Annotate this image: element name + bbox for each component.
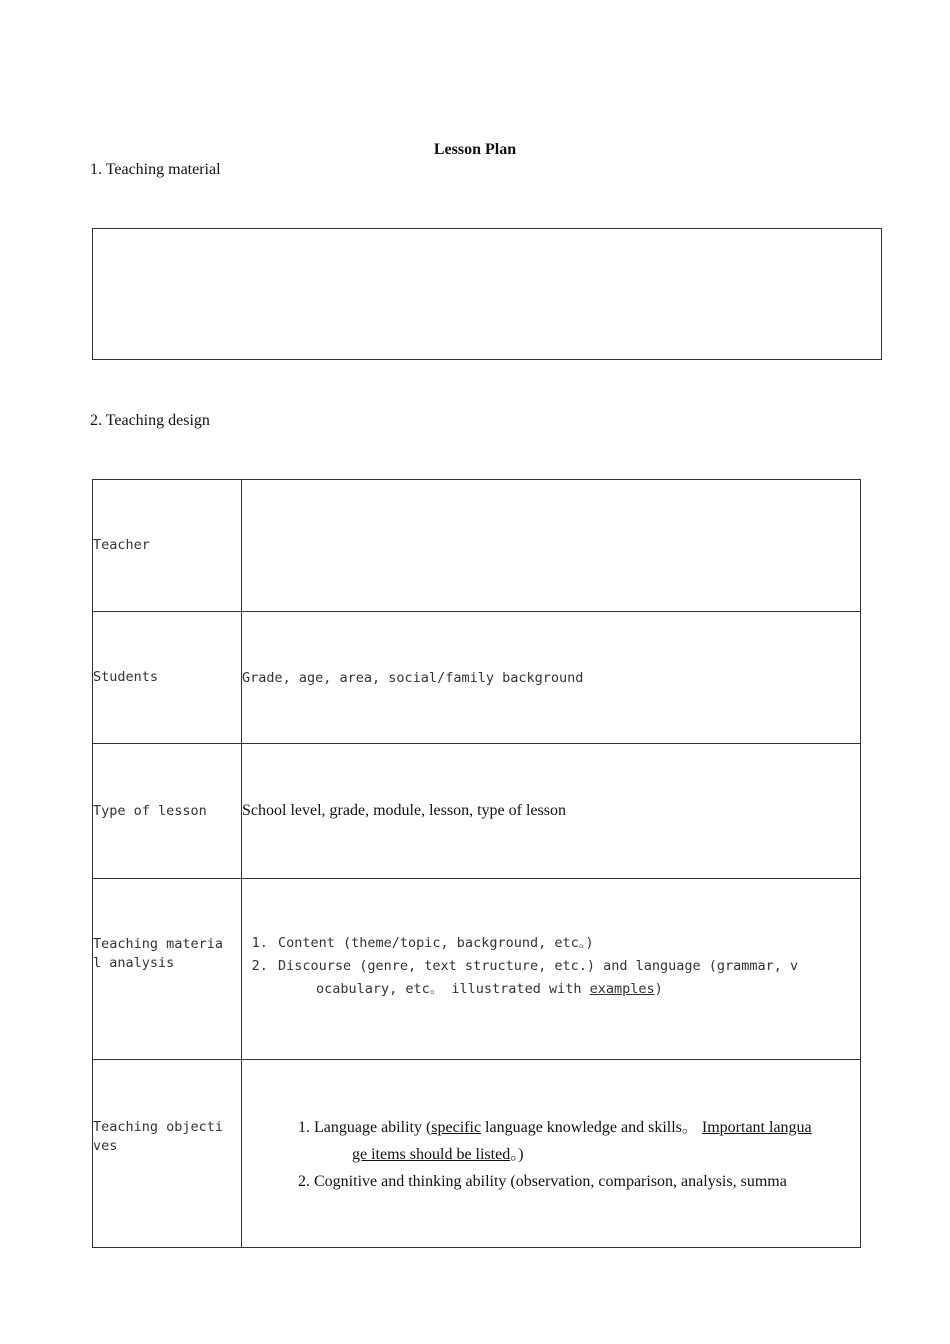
list-item-text: ocabulary, etc。 illustrated with (316, 981, 590, 997)
page-title: Lesson Plan (433, 141, 517, 158)
label-line: ves (93, 1138, 118, 1154)
analysis-list (242, 932, 860, 1001)
table-row (93, 744, 861, 879)
label-line: l analysis (93, 955, 175, 971)
list-item-continuation (278, 978, 663, 1001)
list-item-continuation (314, 1141, 524, 1168)
row-label-type-of-lesson: Type of lesson (93, 744, 242, 879)
row-label-teaching-material-analysis (93, 879, 242, 1060)
table-row (93, 879, 861, 1060)
teaching-material-box[interactable] (92, 228, 882, 360)
students-cell[interactable]: Grade, age, area, social/family background (242, 612, 861, 744)
objectives-list (242, 1114, 860, 1195)
teaching-material-analysis-cell[interactable] (242, 879, 861, 1060)
important-items-underlined: ge items should be listed (352, 1146, 511, 1163)
table-row (93, 612, 861, 744)
list-item (314, 1168, 860, 1195)
row-label-teacher: Teacher (93, 480, 242, 612)
label-line: Teaching materia (93, 936, 224, 952)
list-item-text: 。) (510, 1146, 524, 1163)
examples-link[interactable]: examples (589, 981, 655, 997)
list-item (276, 932, 860, 955)
list-item (276, 955, 860, 1001)
row-label-students: Students (93, 612, 242, 744)
list-item-text: Content (theme/topic, background, etc。) (278, 935, 594, 951)
table-row (93, 1060, 861, 1248)
teaching-objectives-cell[interactable] (242, 1060, 861, 1248)
section-heading-teaching-design: 2. Teaching design (90, 412, 210, 429)
type-of-lesson-cell[interactable]: School level, grade, module, lesson, type of lesson (242, 744, 861, 879)
important-items-underlined: Important langua (701, 1119, 812, 1136)
list-item-text: ) (654, 981, 663, 997)
row-label-teaching-objectives (93, 1060, 242, 1248)
teaching-design-table (92, 479, 861, 1248)
specific-underlined: specific (431, 1119, 482, 1136)
list-item (314, 1114, 860, 1168)
table-row (93, 480, 861, 612)
label-line: Teaching objecti (93, 1119, 224, 1135)
list-item-text: Discourse (genre, text structure, etc.) and language (grammar, v (278, 958, 799, 974)
list-item-text: language knowledge and skills。 (481, 1119, 702, 1136)
list-item-text: Cognitive and thinking ability (observation, comparison, analysis, summa (314, 1173, 787, 1190)
teacher-cell[interactable] (242, 480, 861, 612)
section-heading-teaching-material: 1. Teaching material (90, 161, 221, 178)
list-item-text: Language ability ( (314, 1119, 432, 1136)
